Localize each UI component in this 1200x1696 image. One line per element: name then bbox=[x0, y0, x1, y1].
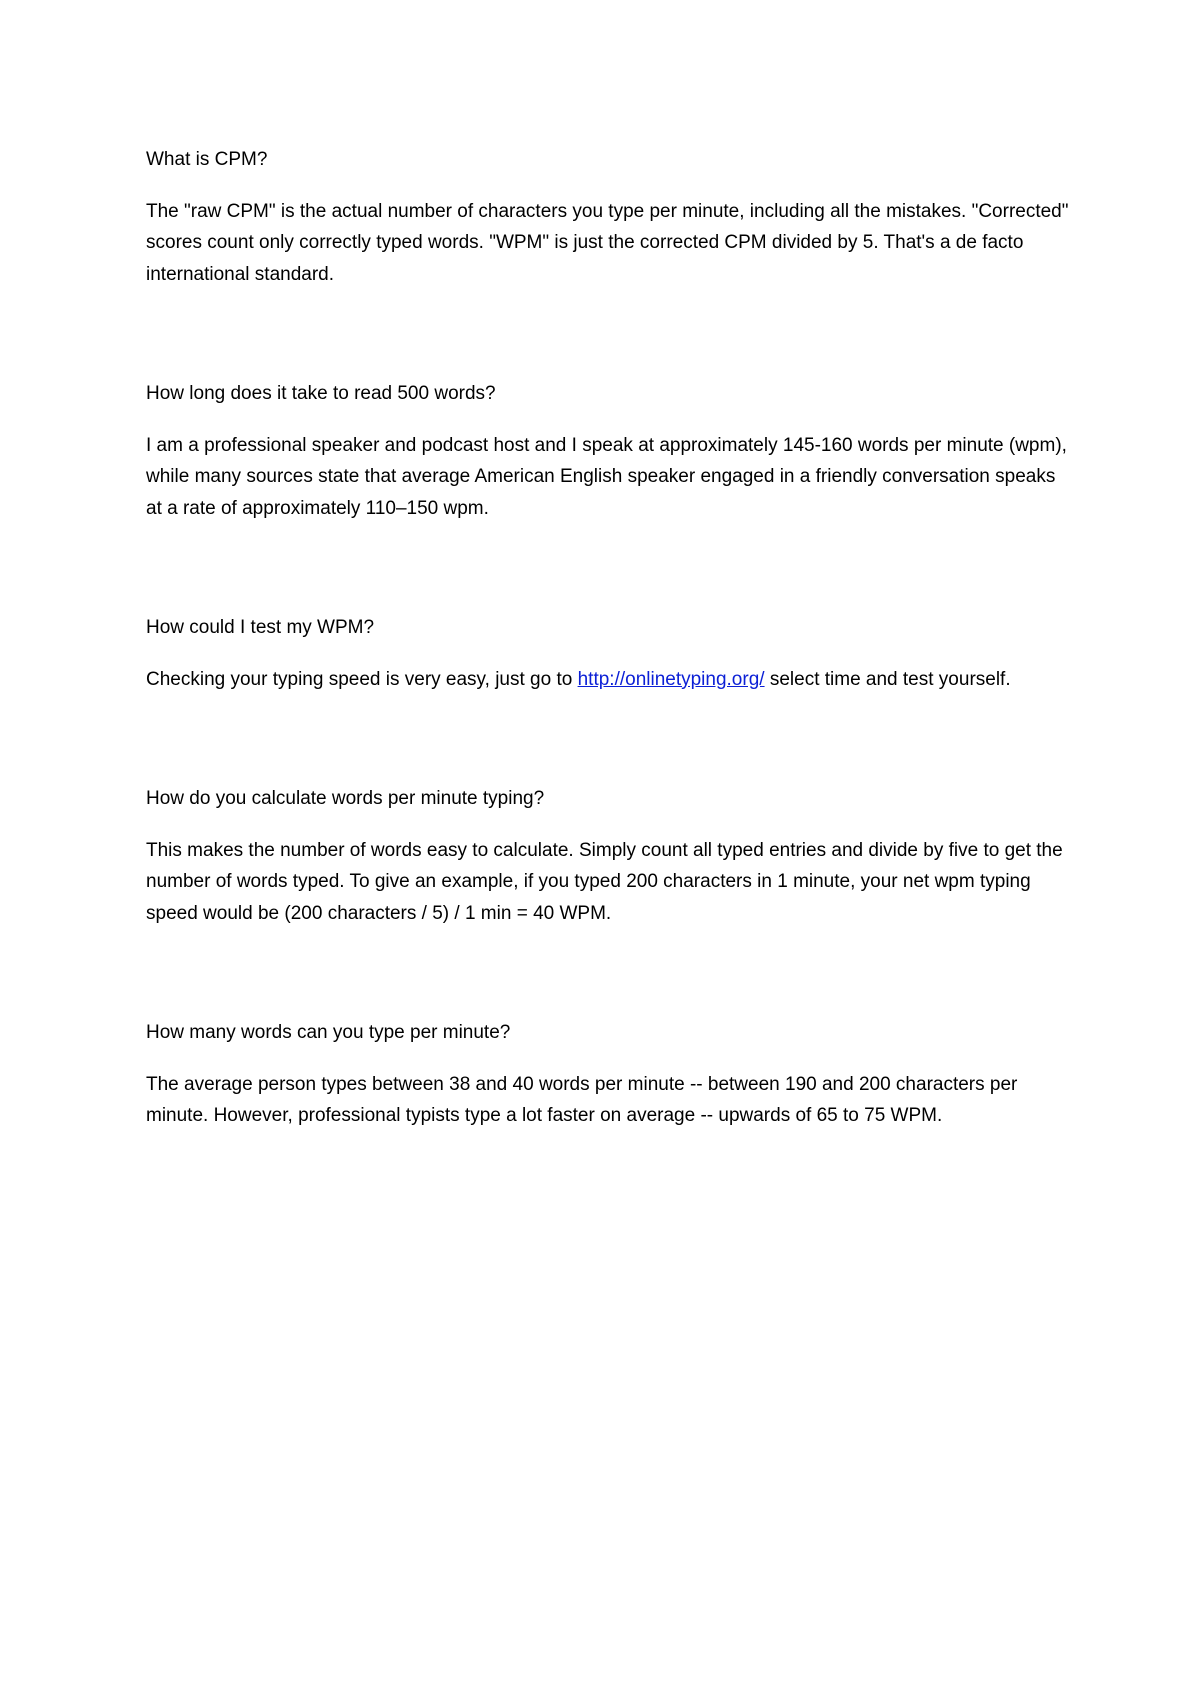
section-spacer bbox=[146, 290, 1080, 378]
faq-section-reading bbox=[146, 378, 1080, 524]
answer-paragraph: This makes the number of words easy to calculate. Simply count all typed entries and divide by five to get the number of words typed. To give an example, if you typed 200 characters in 1 minute, your net wpm typing speed would be (200 characters / 5) / 1 min = 40 WPM. bbox=[146, 839, 1063, 924]
faq-section-calculate bbox=[146, 783, 1080, 929]
answer-text-before-link: Checking your typing speed is very easy, just go to bbox=[146, 668, 578, 690]
question-heading: What is CPM? bbox=[146, 149, 268, 170]
section-spacer bbox=[146, 524, 1080, 612]
faq-section-type-speed bbox=[146, 1017, 1080, 1132]
section-spacer bbox=[146, 695, 1080, 783]
faq-section-cpm bbox=[146, 144, 1080, 290]
answer-paragraph bbox=[146, 664, 1076, 696]
answer-text-after-link: select time and test yourself. bbox=[764, 668, 1011, 690]
question-heading: How long does it take to read 500 words? bbox=[146, 383, 496, 404]
answer-paragraph: I am a professional speaker and podcast host and I speak at approximately 145-160 words per minute (wpm), while many sources state that average American English speaker engaged in a friendly conversation speaks at a rate of approximately 110–150 wpm. bbox=[146, 434, 1067, 519]
answer-paragraph: The average person types between 38 and 40 words per minute -- between 190 and 200 characters per minute. However, professional typists type a lot faster on average -- upwards of 65 to 75 WPM. bbox=[146, 1073, 1018, 1126]
onlinetyping-link[interactable]: http://onlinetyping.org/ bbox=[577, 668, 765, 690]
faq-section-test bbox=[146, 612, 1080, 695]
question-heading: How many words can you type per minute? bbox=[146, 1022, 511, 1043]
question-heading: How do you calculate words per minute typing? bbox=[146, 788, 545, 809]
answer-paragraph: The "raw CPM" is the actual number of characters you type per minute, including all the mistakes. "Corrected" scores count only correctly typed words. "WPM" is just the corrected CPM divided by 5. That's a de facto international standard. bbox=[146, 200, 1069, 285]
question-heading: How could I test my WPM? bbox=[146, 617, 375, 638]
section-spacer bbox=[146, 929, 1080, 1017]
